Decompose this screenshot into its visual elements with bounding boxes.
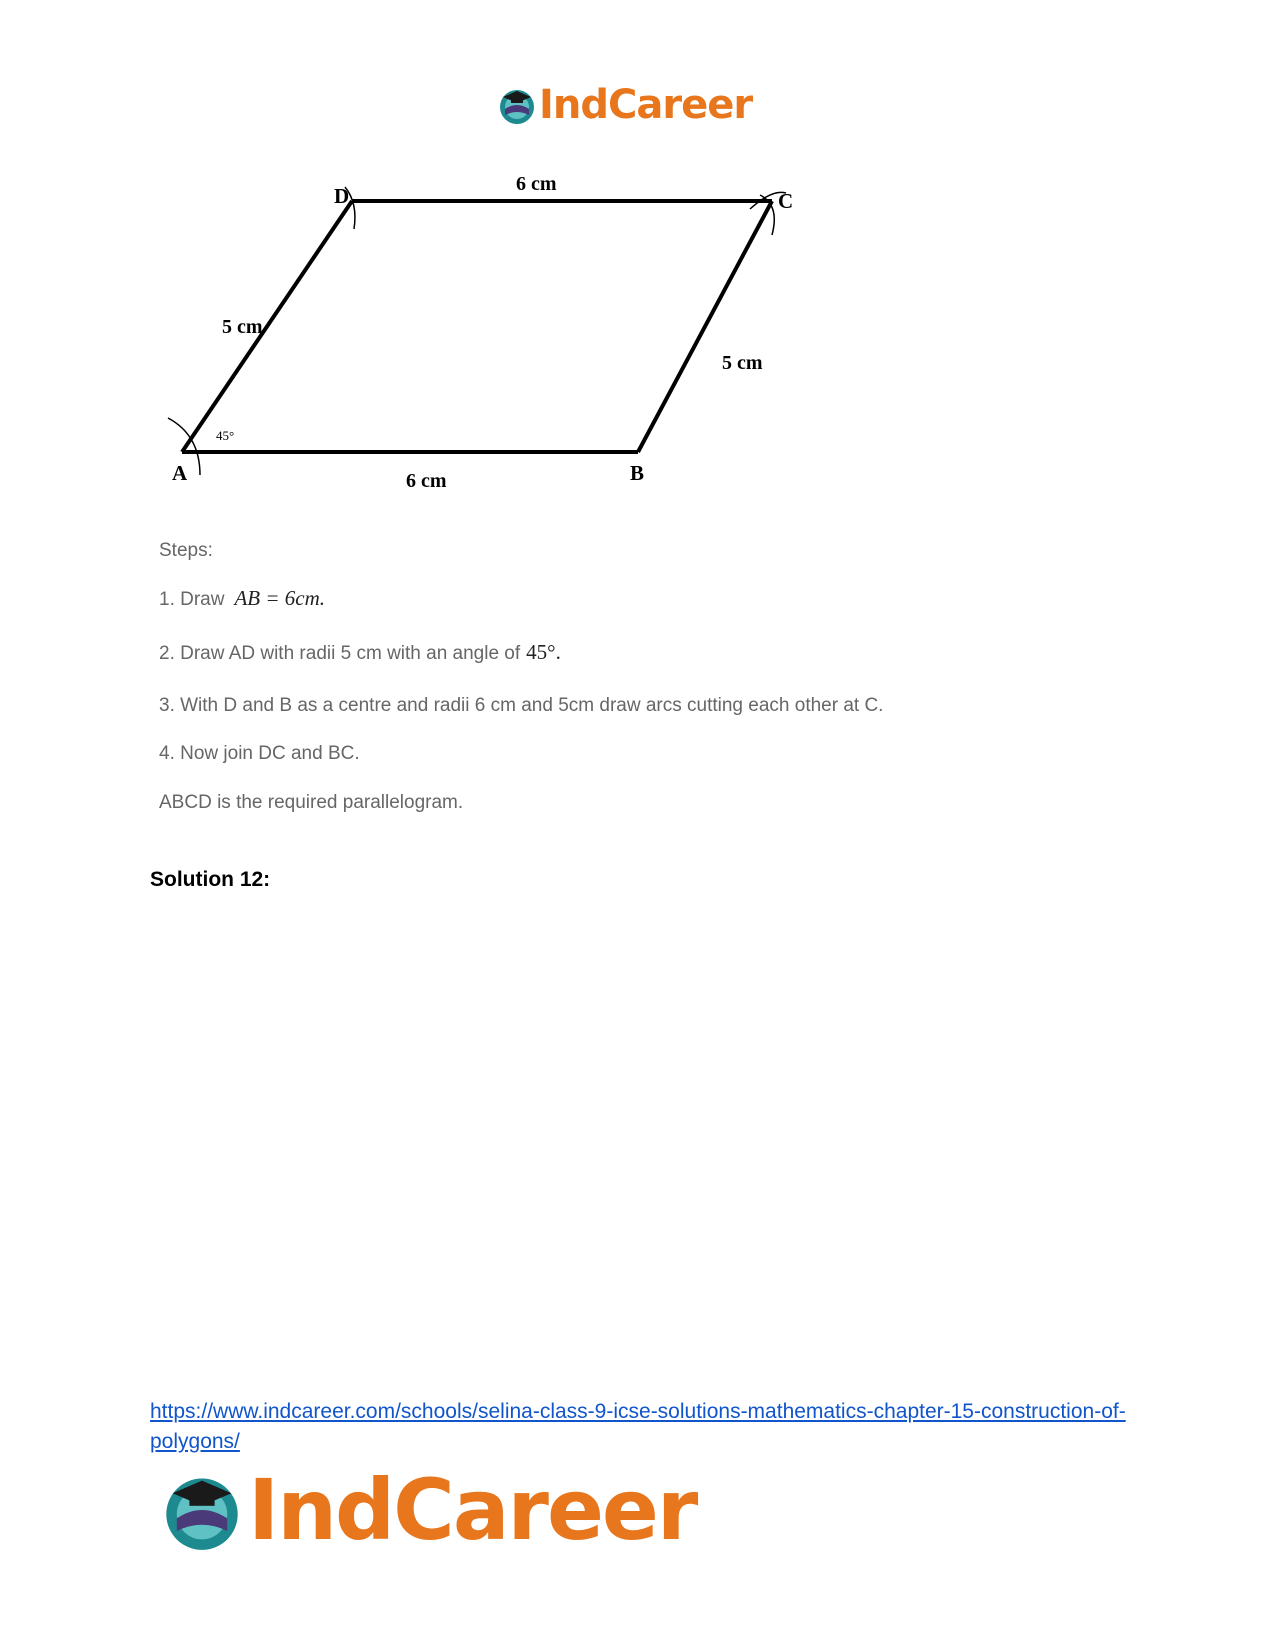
step-2-text: 2. Draw AD with radii 5 cm with an angle of: [159, 643, 521, 664]
conclusion: ABCD is the required parallelogram.: [159, 792, 464, 813]
vertex-label-d: D: [334, 184, 350, 208]
side-ad-line: [182, 201, 352, 452]
graduation-cap-globe-icon: [160, 1468, 244, 1552]
logo-text: IndCareer: [539, 82, 753, 128]
graduation-cap-globe-icon: [497, 85, 537, 125]
header-logo: [497, 78, 752, 132]
step-2: [159, 640, 561, 665]
step-1: [159, 586, 325, 611]
side-bc-label: 5 cm: [722, 352, 763, 374]
steps-heading: Steps:: [159, 540, 213, 561]
solution-heading: Solution 12:: [150, 868, 271, 891]
side-bc-line: [638, 201, 772, 452]
step-2-math: 45°.: [526, 640, 561, 664]
angle-a-label: 45°: [216, 428, 235, 443]
source-link[interactable]: https://www.indcareer.com/schools/selina-class-9-icse-solutions-mathematics-chapter-15-construction-of-polygons/: [150, 1400, 1126, 1453]
vertex-label-c: C: [778, 189, 794, 213]
step-4: 4. Now join DC and BC.: [159, 743, 360, 764]
vertex-label-a: A: [172, 461, 188, 485]
side-ab-label: 6 cm: [406, 470, 447, 492]
step-3: 3. With D and B as a centre and radii 6 cm and 5cm draw arcs cutting each other at C.: [159, 695, 884, 716]
parallelogram-figure: [160, 175, 810, 510]
footer-logo: [160, 1461, 697, 1559]
side-dc-label: 6 cm: [516, 175, 557, 195]
step-1-text: 1. Draw: [159, 589, 225, 610]
logo-text: IndCareer: [248, 1461, 697, 1559]
side-ad-label: 5 cm: [222, 316, 263, 338]
vertex-label-b: B: [630, 461, 645, 485]
step-1-math: AB = 6cm.: [234, 586, 326, 610]
